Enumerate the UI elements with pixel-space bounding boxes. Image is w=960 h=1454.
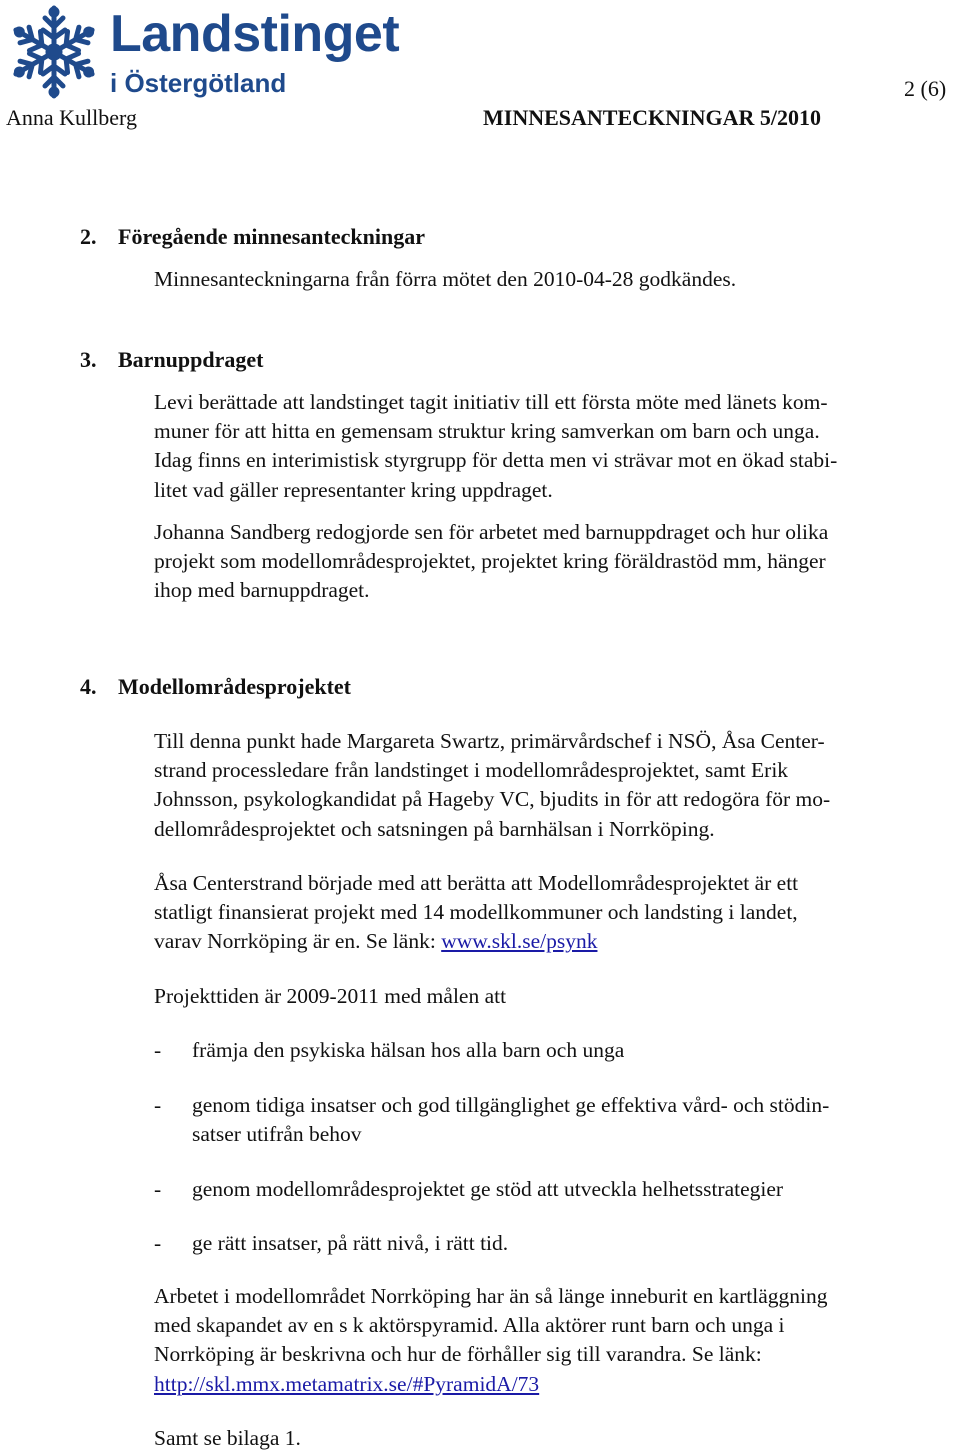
paragraph [154, 1424, 949, 1453]
section-title: Barnuppdraget [118, 347, 264, 372]
paragraph-line: projekt som modellområdesprojektet, projektet kring föräldrastöd mm, hänger [154, 549, 826, 574]
paragraph-line: ihop med barnuppdraget. [154, 578, 370, 603]
paragraph-line: Till denna punkt hade Margareta Swartz, primärvårdschef i NSÖ, Åsa Center- [154, 729, 825, 753]
paragraph-line: Johanna Sandberg redogjorde sen för arbetet med barnuppdraget och hur olika [154, 520, 829, 544]
bullet-dash: - [154, 1038, 162, 1062]
page-number: 2 (6) [904, 76, 947, 101]
section-title: Föregående minnesanteckningar [118, 224, 425, 249]
paragraph-line: Johnsson, psykologkandidat på Hageby VC, bjudits in för att redogöra för mo- [154, 787, 831, 812]
paragraph-line: litet vad gäller representanter kring uppdraget. [154, 477, 553, 502]
paragraph-line: med skapandet av en s k aktörspyramid. Alla aktörer runt barn och unga i [154, 1313, 785, 1338]
snowflake-logo-icon [6, 4, 102, 100]
paragraph [154, 265, 949, 294]
skl-psynk-link[interactable]: www.skl.se/psynk [441, 929, 598, 954]
paragraph-line: Idag finns en interimistisk styrgrupp för detta men vi strävar mot en ökad stabi- [154, 448, 838, 473]
paragraph-line: Samt se bilaga 1. [154, 1426, 301, 1450]
paragraph-line [154, 1370, 949, 1399]
paragraph [154, 1282, 949, 1399]
logo-region: i Östergötland [110, 68, 287, 98]
paragraph [154, 518, 949, 606]
paragraph [154, 869, 949, 957]
paragraph-line: statligt finansierat projekt med 14 modellkommuner och landsting i landet, [154, 900, 798, 925]
paragraph-line: dellområdesprojektet och satsningen på barnhälsan i Norrköping. [154, 816, 715, 841]
list-item-text [192, 1175, 783, 1204]
list-item-line: ge rätt insatser, på rätt nivå, i rätt tid. [192, 1231, 509, 1255]
section-heading-2 [80, 226, 425, 248]
paragraph-line [154, 927, 949, 956]
logo-name: Landstinget [110, 5, 400, 63]
paragraph-line: Åsa Centerstrand började med att berätta att Modellområdesprojektet är ett [154, 871, 799, 895]
list-item-line: främja den psykiska hälsan hos alla barn och unga [192, 1038, 625, 1062]
list-item-text [192, 1091, 829, 1149]
paragraph [154, 388, 949, 505]
section-number: 3. [80, 347, 97, 372]
bullet-dash: - [154, 1231, 162, 1255]
paragraph-line: Minnesanteckningarna från förra mötet den 2010-04-28 godkändes. [154, 267, 737, 291]
section-heading-4 [80, 676, 351, 698]
bullet-dash: - [154, 1093, 162, 1117]
list-item-text [192, 1036, 624, 1065]
document-title: MINNESANTECKNINGAR 5/2010 [483, 105, 821, 130]
section-number: 4. [80, 674, 97, 699]
paragraph-line: Projekttiden är 2009-2011 med målen att [154, 984, 507, 1008]
list-item-text [192, 1229, 508, 1258]
bullet-dash: - [154, 1177, 162, 1201]
section-heading-3 [80, 349, 263, 371]
paragraph [154, 727, 949, 844]
paragraph-line: muner för att hitta en gemensam struktur kring samverkan om barn och unga. [154, 419, 820, 444]
list-item-line: satser utifrån behov [192, 1122, 362, 1147]
landstinget-logo [6, 4, 400, 104]
section-title: Modellområdesprojektet [118, 674, 351, 699]
paragraph-line: Levi berättade att landstinget tagit initiativ till ett första möte med länets kom- [154, 390, 828, 414]
paragraph-line: strand processledare från landstinget i modellområdesprojektet, samt Erik [154, 758, 789, 783]
metamatrix-pyramid-link[interactable]: http://skl.mmx.metamatrix.se/#PyramidA/73 [154, 1371, 540, 1396]
list-item-line: genom tidiga insatser och god tillgänglighet ge effektiva vård- och stödin- [192, 1093, 830, 1117]
paragraph-line: Norrköping är beskrivna och hur de förhåller sig till varandra. Se länk: [154, 1342, 762, 1367]
paragraph [154, 982, 949, 1011]
paragraph-line-text: varav Norrköping är en. Se länk: [154, 929, 442, 954]
paragraph-line: Arbetet i modellområdet Norrköping har än så länge inneburit en kartläggning [154, 1284, 828, 1308]
section-number: 2. [80, 224, 97, 249]
list-item-line: genom modellområdesprojektet ge stöd att utveckla helhetsstrategier [192, 1177, 784, 1201]
author-name: Anna Kullberg [6, 105, 137, 130]
